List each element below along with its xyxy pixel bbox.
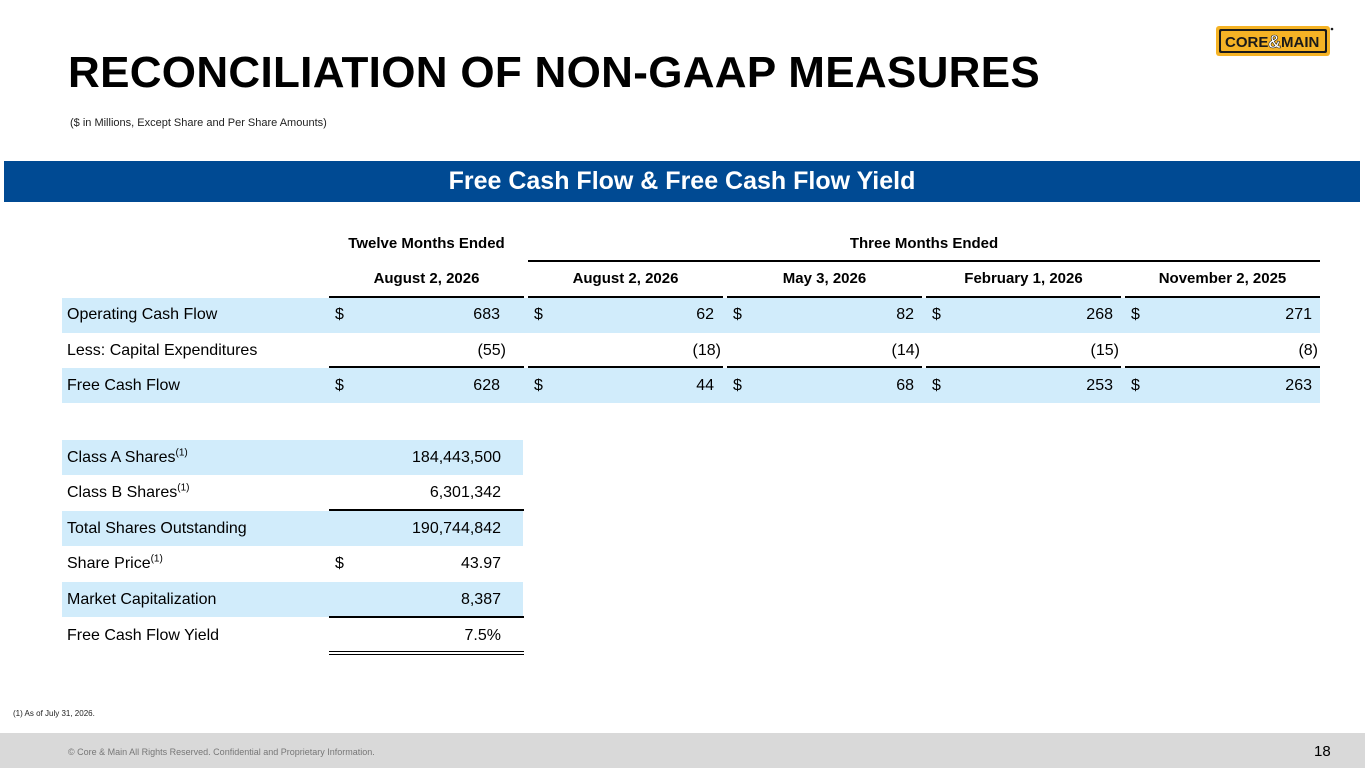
period-header-4: February 1, 2026	[964, 270, 1083, 287]
value-cell: 184,443,500	[412, 449, 501, 466]
value-cell: 68	[896, 377, 914, 394]
row-label-capital-expenditures: Less: Capital Expenditures	[67, 342, 258, 359]
value-cell: 44	[696, 377, 714, 394]
row-label-free-cash-flow: Free Cash Flow	[67, 377, 180, 394]
value-cell: 190,744,842	[412, 520, 501, 537]
value-cell: 62	[696, 306, 714, 323]
value-cell: (18)	[692, 342, 721, 359]
twelve-months-header: Twelve Months Ended	[348, 235, 505, 252]
dollar-sign: $	[335, 306, 344, 323]
row-label-class-a-shares: Class A Shares$^{(1)}$	[67, 447, 188, 466]
value-cell: 253	[1086, 377, 1113, 394]
value-cell: 7.5%	[464, 627, 501, 644]
value-cell: (8)	[1298, 342, 1318, 359]
svg-text:&: &	[1268, 32, 1281, 52]
page-title: RECONCILIATION OF NON-GAAP MEASURES	[68, 48, 1041, 97]
row-label-class-b-shares: Class B Shares$^{(1)}$	[67, 482, 190, 501]
footnote: (1) As of July 31, 2026.	[13, 709, 95, 718]
row-label-operating-cash-flow: Operating Cash Flow	[67, 306, 218, 323]
period-header-5: November 2, 2025	[1158, 270, 1287, 287]
value-cell: (14)	[891, 342, 920, 359]
value-cell: 268	[1086, 306, 1113, 323]
dollar-sign: $	[335, 555, 344, 572]
value-cell: 271	[1285, 306, 1312, 323]
value-cell: 263	[1285, 377, 1312, 394]
three-months-header: Three Months Ended	[849, 235, 999, 252]
value-cell: 683	[473, 306, 500, 323]
svg-text:CORE: CORE	[1225, 34, 1269, 51]
value-cell: 82	[896, 306, 914, 323]
dollar-sign: $	[335, 377, 344, 394]
dollar-sign: $	[733, 377, 742, 394]
value-cell: 43.97	[460, 555, 501, 572]
dollar-sign: $	[1131, 306, 1140, 323]
value-cell: 8,387	[460, 591, 501, 608]
period-header-3: May 3, 2026	[782, 270, 867, 287]
section-banner: Free Cash Flow & Free Cash Flow Yield	[4, 161, 1360, 202]
group-header-rule	[528, 260, 1320, 262]
value-cell: 628	[473, 377, 500, 394]
copyright-text: © Core & Main All Rights Reserved. Confidential and Proprietary Information.	[68, 747, 375, 757]
value-cell: (15)	[1090, 342, 1119, 359]
dollar-sign: $	[733, 306, 742, 323]
page-subtitle: ($ in Millions, Except Share and Per Share Amounts)	[70, 117, 327, 129]
dollar-sign: $	[1131, 377, 1140, 394]
row-label-fcf-yield: Free Cash Flow Yield	[67, 627, 220, 644]
dollar-sign: $	[534, 377, 543, 394]
core-and-main-logo	[1216, 26, 1334, 56]
svg-text:MAIN: MAIN	[1281, 34, 1320, 51]
value-cell: (55)	[477, 342, 506, 359]
row-label-market-capitalization: Market Capitalization	[67, 591, 217, 608]
period-header-1: August 2, 2026	[373, 270, 480, 287]
value-cell: 6,301,342	[429, 484, 501, 501]
double-rule-bottom	[329, 654, 524, 655]
dollar-sign: $	[932, 306, 941, 323]
dollar-sign: $	[932, 377, 941, 394]
row-label-share-price: Share Price$^{(1)}$	[67, 553, 163, 572]
page-number: 18	[1314, 743, 1331, 760]
period-header-2: August 2, 2026	[572, 270, 679, 287]
double-rule-top	[329, 651, 524, 652]
dollar-sign: $	[534, 306, 543, 323]
row-label-total-shares: Total Shares Outstanding	[67, 520, 247, 537]
